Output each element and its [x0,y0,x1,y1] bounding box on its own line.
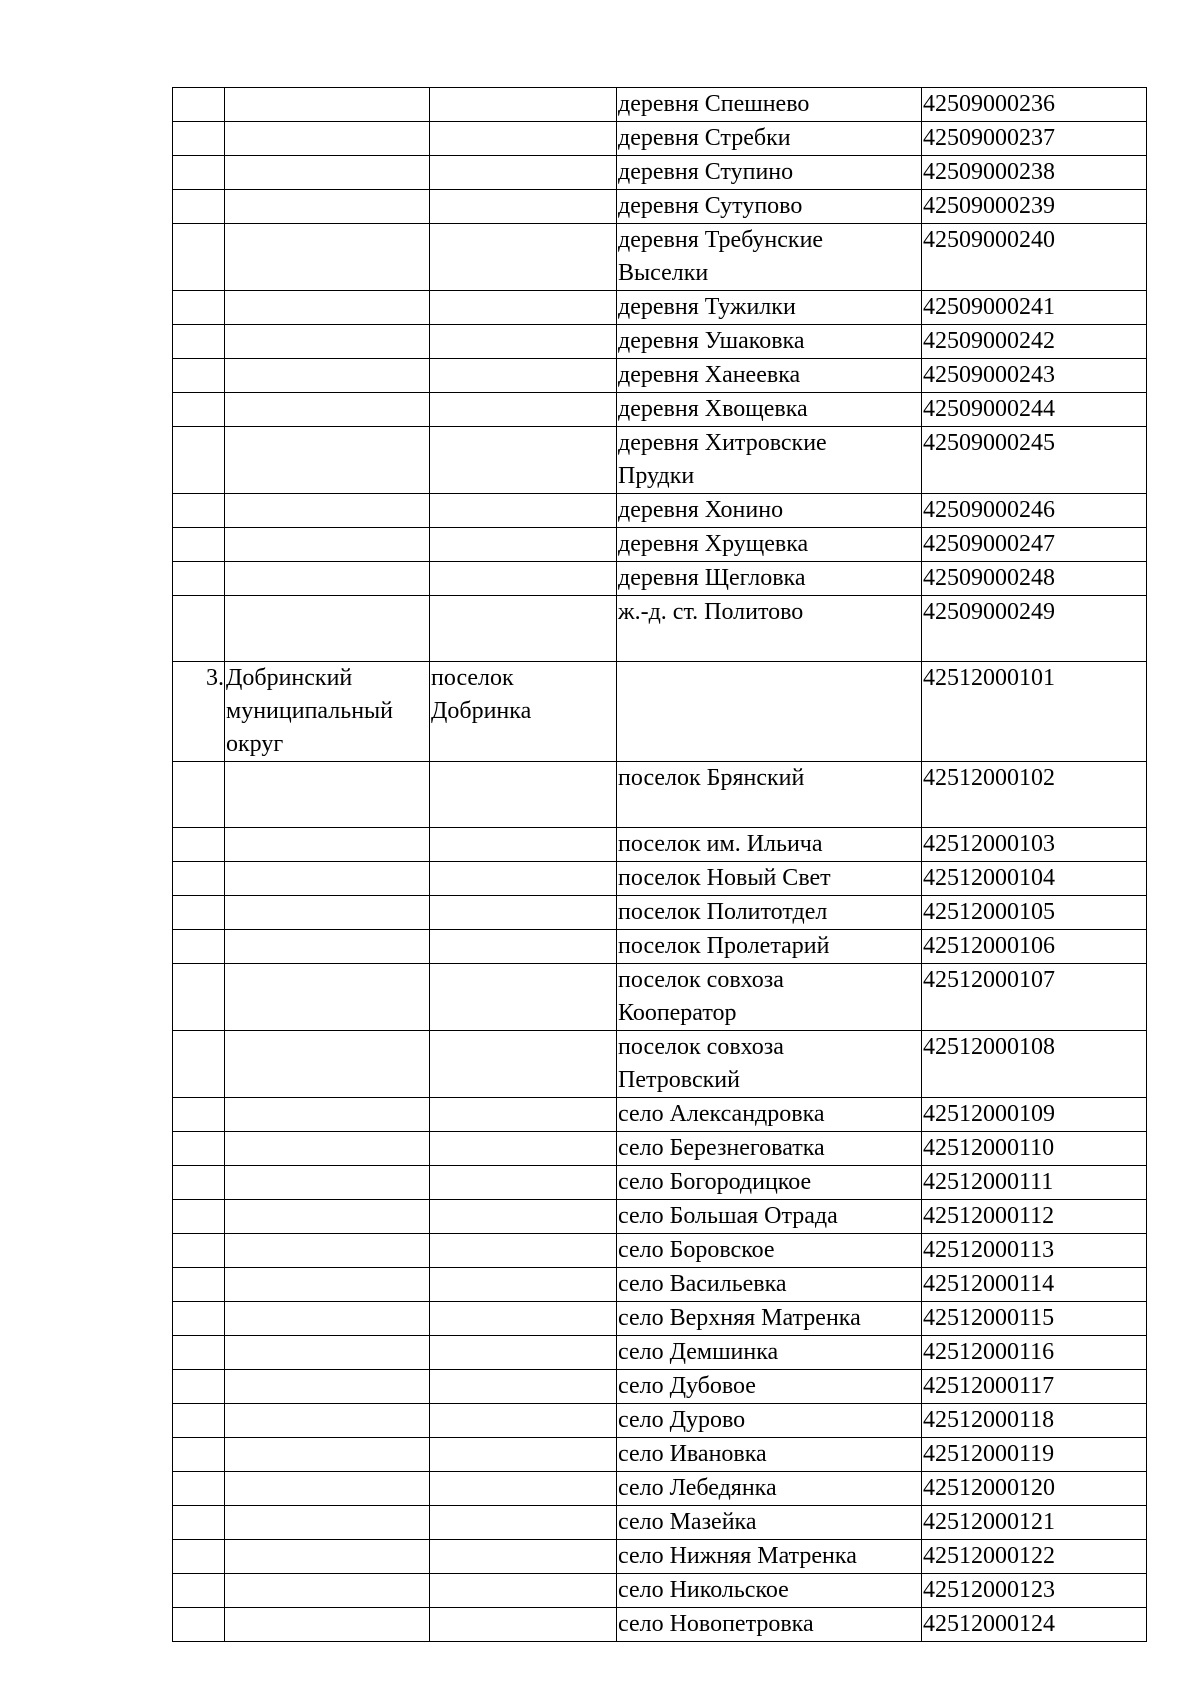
settlement-cell [617,930,922,964]
settlement-line: ж.-д. ст. Политово [618,599,804,625]
center-cell [430,1098,617,1132]
oktmo-code-cell: 42509000237 [922,122,1147,156]
district-cell [225,393,430,427]
center-cell [430,528,617,562]
table-row [173,1370,1147,1404]
center-cell [430,1234,617,1268]
oktmo-code-cell: 42512000124 [922,1608,1147,1642]
settlement-line: село Александровка [618,1101,825,1127]
table-row [173,393,1147,427]
table-row [173,190,1147,224]
settlement-cell [617,224,922,291]
settlement-cell [617,427,922,494]
settlement-line: деревня Требунские [618,227,824,253]
settlement-line: Выселки [618,260,709,286]
district-cell [225,1506,430,1540]
oktmo-code-cell: 42512000122 [922,1540,1147,1574]
settlement-cell [617,1506,922,1540]
district-cell [225,156,430,190]
settlement-cell [617,1404,922,1438]
center-cell [430,156,617,190]
settlement-line: поселок Пролетарий [618,933,830,959]
center-cell [430,1200,617,1234]
settlement-line: поселок совхоза [618,967,784,993]
table-row [173,1608,1147,1642]
row-number-cell [173,1472,225,1506]
district-cell [225,930,430,964]
district-cell [225,122,430,156]
settlement-line: поселок Политотдел [618,899,828,925]
settlement-line: деревня Щегловка [618,565,806,591]
settlement-cell [617,393,922,427]
center-cell [430,190,617,224]
table-row [173,1200,1147,1234]
settlement-cell [617,494,922,528]
row-number-cell [173,896,225,930]
settlement-line: село Дурово [618,1407,746,1433]
district-cell [225,1540,430,1574]
row-number-cell [173,596,225,662]
table-row [173,1472,1147,1506]
settlement-line: поселок им. Ильича [618,831,823,857]
settlement-line: село Демшинка [618,1339,779,1365]
oktmo-code-cell: 42512000116 [922,1336,1147,1370]
center-cell [430,494,617,528]
table-row [173,325,1147,359]
center-cell [430,393,617,427]
row-number-cell [173,1506,225,1540]
oktmo-code-cell: 42512000101 [922,662,1147,762]
district-cell [225,964,430,1031]
row-number-cell [173,156,225,190]
settlement-cell [617,1472,922,1506]
settlement-line: деревня Хитровские [618,430,827,456]
oktmo-code-cell: 42512000120 [922,1472,1147,1506]
district-cell [225,1098,430,1132]
center-cell [430,359,617,393]
settlement-line: село Боровское [618,1237,775,1263]
settlement-cell [617,562,922,596]
center-cell [430,1608,617,1642]
row-number-cell [173,1098,225,1132]
settlement-cell [617,359,922,393]
settlement-cell [617,1438,922,1472]
settlement-line: Кооператор [618,1000,737,1026]
settlement-cell [617,896,922,930]
district-cell [225,562,430,596]
settlement-cell [617,88,922,122]
oktmo-code-cell: 42512000114 [922,1268,1147,1302]
center-cell [430,896,617,930]
district-cell [225,1200,430,1234]
center-cell [430,427,617,494]
oktmo-code-cell: 42509000247 [922,528,1147,562]
table-row [173,1438,1147,1472]
settlement-cell [617,1608,922,1642]
center-cell [430,1268,617,1302]
settlement-line: село Новопетровка [618,1611,814,1637]
table-row [173,1302,1147,1336]
district-line: муниципальный [226,698,394,724]
center-cell [430,325,617,359]
settlement-line: поселок Новый Свет [618,865,831,891]
center-cell [430,596,617,662]
table-row [173,122,1147,156]
oktmo-code-cell: 42509000241 [922,291,1147,325]
settlement-line: деревня Хвощевка [618,396,808,422]
settlement-line: село Мазейка [618,1509,757,1535]
table-row [173,291,1147,325]
center-cell [430,862,617,896]
settlement-line: село Васильевка [618,1271,787,1297]
oktmo-code-cell: 42512000102 [922,762,1147,828]
settlement-cell [617,1370,922,1404]
row-number-cell [173,224,225,291]
center-cell [430,122,617,156]
oktmo-code-cell: 42512000111 [922,1166,1147,1200]
district-cell [225,1472,430,1506]
oktmo-code-cell: 42512000119 [922,1438,1147,1472]
table-row [173,528,1147,562]
center-cell [430,1370,617,1404]
table-row [173,662,1147,762]
row-number-cell [173,528,225,562]
settlement-line: село Березнеговатка [618,1135,825,1161]
settlement-cell [617,1302,922,1336]
district-line: Добринский [226,665,353,691]
table-row [173,1404,1147,1438]
row-number-cell [173,1200,225,1234]
settlement-cell [617,662,922,762]
district-cell [225,1166,430,1200]
district-cell [225,291,430,325]
table-row [173,596,1147,662]
table-row [173,224,1147,291]
settlement-line: деревня Тужилки [618,294,796,320]
row-number-cell [173,1031,225,1098]
center-cell [430,930,617,964]
row-number-cell [173,762,225,828]
settlement-line: деревня Стребки [618,125,791,151]
settlement-cell [617,1200,922,1234]
row-number-cell [173,427,225,494]
settlement-cell [617,1098,922,1132]
row-number-cell [173,1370,225,1404]
table-row [173,862,1147,896]
district-cell [225,325,430,359]
row-number-cell [173,1166,225,1200]
settlement-cell [617,964,922,1031]
district-cell [225,427,430,494]
settlement-line: деревня Хонино [618,497,784,523]
settlement-line: деревня Спешнево [618,91,810,117]
table-body [173,88,1147,1642]
center-line: поселок [431,665,514,691]
oktmo-code-cell: 42509000245 [922,427,1147,494]
settlement-cell [617,190,922,224]
district-cell [225,862,430,896]
settlement-cell [617,762,922,828]
district-cell [225,1336,430,1370]
oktmo-code-cell: 42512000108 [922,1031,1147,1098]
row-number-cell [173,1404,225,1438]
settlement-line: село Богородицкое [618,1169,812,1195]
oktmo-code-cell: 42512000112 [922,1200,1147,1234]
oktmo-code-cell: 42509000242 [922,325,1147,359]
settlement-cell [617,528,922,562]
center-cell [430,1438,617,1472]
center-cell [430,1336,617,1370]
settlement-cell [617,1540,922,1574]
settlement-cell [617,828,922,862]
row-number-cell [173,359,225,393]
settlement-line: поселок совхоза [618,1034,784,1060]
oktmo-code-cell: 42512000106 [922,930,1147,964]
settlement-line: Петровский [618,1067,740,1093]
center-cell [430,1132,617,1166]
district-cell [225,528,430,562]
oktmo-code-cell: 42509000249 [922,596,1147,662]
oktmo-code-cell: 42512000110 [922,1132,1147,1166]
settlement-cell [617,862,922,896]
oktmo-code-cell: 42509000248 [922,562,1147,596]
table-row [173,88,1147,122]
district-cell [225,1404,430,1438]
settlement-line: село Лебедянка [618,1475,777,1501]
settlement-line: село Никольское [618,1577,789,1603]
district-cell [225,1132,430,1166]
table-row [173,896,1147,930]
district-cell [225,359,430,393]
district-cell [225,1574,430,1608]
settlement-cell [617,596,922,662]
settlements-table [172,87,1147,1642]
table-row [173,427,1147,494]
district-cell [225,1302,430,1336]
row-number-cell [173,1268,225,1302]
table-row [173,494,1147,528]
oktmo-code-cell: 42512000105 [922,896,1147,930]
settlement-line: Прудки [618,463,695,489]
center-cell [430,1574,617,1608]
table-row [173,1506,1147,1540]
table-row [173,964,1147,1031]
table-row [173,1540,1147,1574]
oktmo-code-cell: 42512000109 [922,1098,1147,1132]
settlement-cell [617,291,922,325]
center-cell [430,828,617,862]
table-row [173,762,1147,828]
settlement-cell [617,1132,922,1166]
district-cell [225,1608,430,1642]
center-cell [430,662,617,762]
district-cell [225,1370,430,1404]
table-row [173,828,1147,862]
table-row [173,1336,1147,1370]
settlement-cell [617,122,922,156]
settlement-cell [617,1268,922,1302]
row-number-cell [173,393,225,427]
oktmo-code-cell: 42509000246 [922,494,1147,528]
district-cell [225,596,430,662]
district-line: округ [226,731,284,757]
table-row [173,1098,1147,1132]
row-number-cell [173,190,225,224]
oktmo-code-cell: 42509000243 [922,359,1147,393]
row-number-cell [173,291,225,325]
district-cell [225,1234,430,1268]
row-number-cell [173,122,225,156]
table-row [173,1031,1147,1098]
settlement-line: деревня Ступино [618,159,794,185]
row-number-cell [173,562,225,596]
table-row [173,930,1147,964]
settlement-line: село Большая Отрада [618,1203,838,1229]
row-number-cell [173,1540,225,1574]
settlement-cell [617,1031,922,1098]
settlement-cell [617,1574,922,1608]
table-row [173,359,1147,393]
row-number-cell [173,930,225,964]
district-cell [225,1268,430,1302]
oktmo-code-cell: 42512000117 [922,1370,1147,1404]
row-number-cell [173,964,225,1031]
document-page [172,87,1147,1642]
center-cell [430,1031,617,1098]
settlement-cell [617,1234,922,1268]
settlement-line: поселок Брянский [618,765,805,791]
row-number-cell [173,1438,225,1472]
district-cell [225,1031,430,1098]
center-cell [430,1540,617,1574]
oktmo-code-cell: 42512000115 [922,1302,1147,1336]
oktmo-code-cell: 42509000236 [922,88,1147,122]
center-cell [430,1166,617,1200]
center-cell [430,291,617,325]
table-row [173,156,1147,190]
row-number-cell [173,828,225,862]
center-line: Добринка [431,698,532,724]
district-cell [225,88,430,122]
row-number-cell [173,1608,225,1642]
row-number-cell [173,1132,225,1166]
settlement-cell [617,1166,922,1200]
settlement-line: деревня Хрущевка [618,531,809,557]
table-row [173,562,1147,596]
oktmo-code-cell: 42512000103 [922,828,1147,862]
row-number-cell [173,88,225,122]
table-row [173,1234,1147,1268]
oktmo-code-cell: 42512000113 [922,1234,1147,1268]
settlement-cell [617,325,922,359]
district-cell [225,762,430,828]
settlement-line: деревня Сутупово [618,193,803,219]
oktmo-code-cell: 42512000123 [922,1574,1147,1608]
center-cell [430,1302,617,1336]
row-number-cell: 3. [173,662,225,762]
center-cell [430,562,617,596]
district-cell [225,662,430,762]
settlement-line: деревня Ханеевка [618,362,801,388]
center-cell [430,1506,617,1540]
settlement-cell [617,1336,922,1370]
center-cell [430,1404,617,1438]
settlement-line: село Ивановка [618,1441,767,1467]
row-number-cell [173,325,225,359]
oktmo-code-cell: 42512000107 [922,964,1147,1031]
oktmo-code-cell: 42509000238 [922,156,1147,190]
row-number-cell [173,1302,225,1336]
oktmo-code-cell: 42512000104 [922,862,1147,896]
table-row [173,1268,1147,1302]
row-number-cell [173,862,225,896]
oktmo-code-cell: 42509000239 [922,190,1147,224]
table-row [173,1574,1147,1608]
district-cell [225,896,430,930]
settlement-line: деревня Ушаковка [618,328,805,354]
district-cell [225,224,430,291]
row-number-cell [173,1234,225,1268]
table-row [173,1166,1147,1200]
settlement-line: село Нижняя Матренка [618,1543,857,1569]
center-cell [430,88,617,122]
district-cell [225,494,430,528]
oktmo-code-cell: 42512000118 [922,1404,1147,1438]
center-cell [430,964,617,1031]
settlement-cell [617,156,922,190]
oktmo-code-cell: 42509000240 [922,224,1147,291]
row-number-cell [173,1336,225,1370]
oktmo-code-cell: 42509000244 [922,393,1147,427]
center-cell [430,1472,617,1506]
oktmo-code-cell: 42512000121 [922,1506,1147,1540]
table-row [173,1132,1147,1166]
settlement-line: село Верхняя Матренка [618,1305,861,1331]
row-number-cell [173,1574,225,1608]
settlement-line: село Дубовое [618,1373,756,1399]
district-cell [225,190,430,224]
center-cell [430,762,617,828]
district-cell [225,1438,430,1472]
center-cell [430,224,617,291]
row-number-cell [173,494,225,528]
district-cell [225,828,430,862]
